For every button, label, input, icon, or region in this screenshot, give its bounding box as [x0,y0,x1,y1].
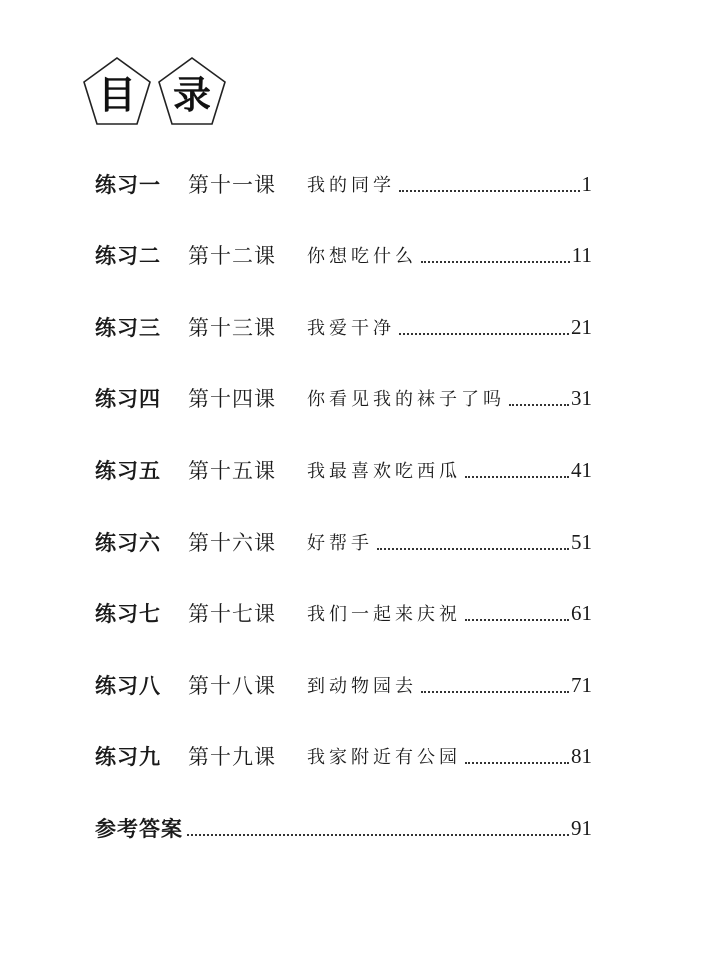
lesson-label: 第十四课 [188,387,276,411]
toc-entry[interactable] [95,739,592,773]
lesson-title: 好帮手 [307,533,373,554]
lesson-title: 你想吃什么 [307,246,417,267]
lesson-title: 我们一起来庆祝 [307,604,461,625]
lesson-label: 第十一课 [188,173,276,197]
exercise-label: 练习一 [95,173,161,197]
lesson-label: 第十五课 [188,459,276,483]
lesson-title: 我的同学 [307,175,395,196]
dot-leader [399,333,569,335]
dot-leader [399,190,580,192]
exercise-label: 练习九 [95,745,161,769]
exercise-label: 练习四 [95,387,161,411]
heading-char-1: 目 [97,73,136,117]
toc-entry[interactable] [95,238,592,272]
exercise-label: 练习五 [95,459,161,483]
dot-leader [421,261,570,263]
toc-entry[interactable] [95,525,592,559]
page-number: 51 [571,529,592,554]
page-number: 41 [571,457,592,482]
lesson-label: 第十三课 [188,316,276,340]
lesson-label: 第十七课 [188,602,276,626]
heading-char-2: 录 [172,73,211,117]
dot-leader [377,548,569,550]
toc-entry[interactable] [95,596,592,630]
page-number: 31 [571,385,592,410]
page-number: 71 [571,672,592,697]
lesson-label: 第十八课 [188,674,276,698]
lesson-label: 第十六课 [188,531,276,555]
toc-entry[interactable] [95,453,592,487]
lesson-title: 我家附近有公园 [307,747,461,768]
page-number: 21 [571,314,592,339]
page-number: 11 [571,242,592,267]
dot-leader [509,404,569,406]
lesson-title: 我爱干净 [307,318,395,339]
lesson-title: 到动物园去 [307,676,417,697]
page-number: 81 [571,743,592,768]
dot-leader [187,834,569,836]
lesson-label: 第十九课 [188,745,276,769]
toc-entry[interactable] [95,668,592,702]
page-number: 1 [581,171,592,196]
toc-entry[interactable] [95,381,592,415]
page-number: 61 [571,600,592,625]
lesson-title: 我最喜欢吃西瓜 [307,461,461,482]
toc-heading [82,56,242,136]
lesson-title: 你看见我的袜子了吗 [307,389,505,410]
toc-entry[interactable] [95,167,592,201]
exercise-label: 练习三 [95,316,161,340]
answers-label: 参考答案 [95,817,183,841]
toc-entry[interactable] [95,310,592,344]
lesson-label: 第十二课 [188,244,276,268]
exercise-label: 练习六 [95,531,161,555]
toc-entry-answers[interactable] [95,811,592,845]
dot-leader [421,691,569,693]
exercise-label: 练习七 [95,602,161,626]
dot-leader [465,762,569,764]
dot-leader [465,619,569,621]
page-number: 91 [571,815,592,840]
dot-leader [465,476,569,478]
exercise-label: 练习二 [95,244,161,268]
exercise-label: 练习八 [95,674,161,698]
